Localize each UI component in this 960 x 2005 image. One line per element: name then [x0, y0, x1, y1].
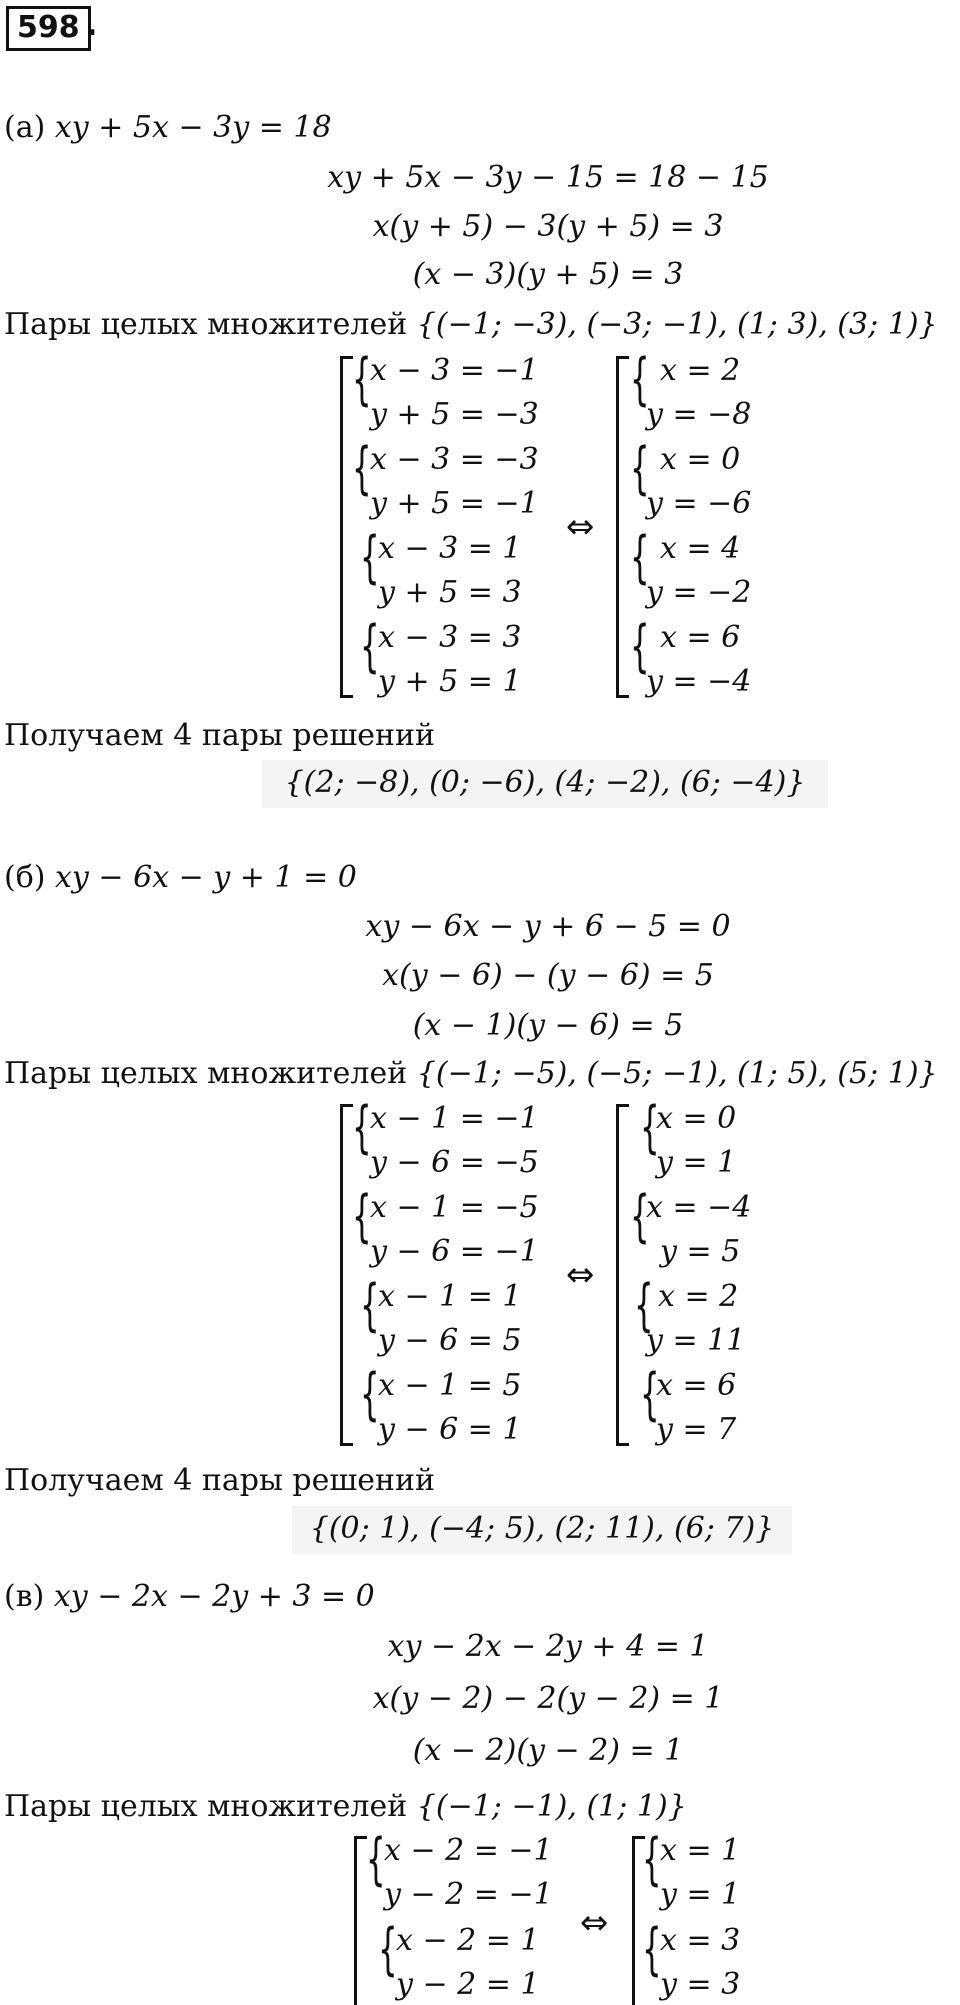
part-b-right-brace-3: {	[634, 1273, 654, 1338]
part-c-pairs-set: {(−1; −1), (1; 1)}	[416, 1789, 687, 1824]
part-a-left-brace-3: {	[360, 525, 380, 590]
part-c-right-brace-1: {	[642, 1827, 662, 1892]
part-a-right-sys2-eq2: y = −6	[646, 486, 752, 521]
part-c-right-sys1-eq2: y = 1	[660, 1877, 741, 1912]
part-b-right-brace-1: {	[640, 1095, 660, 1160]
part-c-pairs-label: Пары целых множителей	[4, 1789, 417, 1824]
part-a-right-brace-2: {	[630, 436, 650, 501]
part-b-left-sys1-eq2: y − 6 = −5	[370, 1145, 539, 1180]
part-b-pairs-set: {(−1; −5), (−5; −1), (1; 5), (5; 1)}	[416, 1056, 938, 1091]
part-a-left-brace-4: {	[360, 614, 380, 679]
part-a-equivalence-symbol: ⇔	[566, 507, 595, 547]
part-c-left-brace-1: {	[366, 1827, 386, 1892]
part-a-right-sys4-eq1: x = 6	[660, 620, 741, 655]
problem-number	[6, 6, 91, 51]
part-b-left-brace-4: {	[360, 1362, 380, 1427]
part-c-label: (в)	[4, 1579, 54, 1614]
part-a-pairs-set: {(−1; −3), (−3; −1), (1; 3), (3; 1)}	[416, 307, 938, 342]
part-c-pairs	[4, 1789, 687, 1824]
part-b-right-sys4-eq2: y = 7	[656, 1412, 737, 1447]
problem-number-dot: .	[86, 8, 98, 43]
part-c-right-brace-2: {	[642, 1917, 662, 1982]
part-b-pairs	[4, 1056, 938, 1091]
part-b-left-sys4-eq2: y − 6 = 1	[378, 1412, 522, 1447]
part-b-right-sys3-eq2: y = 11	[646, 1323, 746, 1358]
part-c-step-1: xy − 2x − 2y + 4 = 1	[387, 1629, 709, 1664]
part-a-right-sys4-eq2: y = −4	[646, 664, 752, 699]
part-c-left-sys1-eq1: x − 2 = −1	[384, 1833, 553, 1868]
part-c-equation: xy − 2x − 2y + 3 = 0	[53, 1579, 375, 1614]
part-a-pairs-label: Пары целых множителей	[4, 307, 417, 342]
part-a-left-sys3-eq2: y + 5 = 3	[378, 575, 522, 610]
part-c-right-sys2-eq1: x = 3	[660, 1923, 741, 1958]
part-b-right-sys1-eq1: x = 0	[656, 1101, 737, 1136]
part-c-right-sys1-eq1: x = 1	[660, 1833, 741, 1868]
part-a-step-3: (x − 3)(y + 5) = 3	[412, 257, 684, 292]
part-b-result: {(0; 1), (−4; 5), (2; 11), (6; 7)}	[309, 1511, 775, 1546]
part-c-left-sys2-eq2: y − 2 = 1	[396, 1967, 540, 2002]
part-a-result: {(2; −8), (0; −6), (4; −2), (6; −4)}	[284, 765, 806, 800]
part-a-right-sys2-eq1: x = 0	[660, 442, 741, 477]
part-b-left-sys3-eq1: x − 1 = 1	[378, 1279, 522, 1314]
part-a-result-label: Получаем 4 пары решений	[4, 718, 435, 753]
part-b-left-brace-3: {	[360, 1273, 380, 1338]
part-a-left-sys2-eq1: x − 3 = −3	[370, 442, 539, 477]
part-b-equivalence-symbol: ⇔	[566, 1255, 595, 1295]
part-a-left-sys1-eq1: x − 3 = −1	[370, 353, 539, 388]
problem-number-text: 598	[17, 10, 80, 45]
part-b-heading	[4, 860, 357, 895]
part-c-heading	[4, 1579, 375, 1614]
part-a-left-sys3-eq1: x − 3 = 1	[378, 531, 522, 566]
part-a-right-bracket	[616, 356, 629, 698]
part-a-equation: xy + 5x − 3y = 18	[54, 110, 332, 145]
part-a-left-brace-2: {	[352, 436, 372, 501]
part-b-step-1: xy − 6x − y + 6 − 5 = 0	[365, 909, 731, 944]
part-c-right-sys2-eq2: y = 3	[660, 1967, 741, 2002]
part-c-step-2: x(y − 2) − 2(y − 2) = 1	[372, 1681, 724, 1716]
part-b-pairs-label: Пары целых множителей	[4, 1056, 417, 1091]
part-a-left-sys2-eq2: y + 5 = −1	[370, 486, 539, 521]
part-a-left-sys4-eq1: x − 3 = 3	[378, 620, 522, 655]
part-b-result-label: Получаем 4 пары решений	[4, 1463, 435, 1498]
part-a-right-brace-1: {	[630, 347, 650, 412]
part-b-left-sys2-eq1: x − 1 = −5	[370, 1190, 539, 1225]
part-b-left-sys3-eq2: y − 6 = 5	[378, 1323, 522, 1358]
part-c-left-brace-2: {	[378, 1917, 398, 1982]
part-a-label: (а)	[4, 110, 55, 145]
part-a-right-sys1-eq2: y = −8	[646, 397, 752, 432]
part-a-left-sys1-eq2: y + 5 = −3	[370, 397, 539, 432]
part-b-left-sys2-eq2: y − 6 = −1	[370, 1234, 539, 1269]
part-a-right-brace-4: {	[630, 614, 650, 679]
part-b-right-sys3-eq1: x = 2	[658, 1279, 739, 1314]
part-b-left-sys4-eq1: x − 1 = 5	[378, 1368, 522, 1403]
part-b-right-sys4-eq1: x = 6	[656, 1368, 737, 1403]
part-a-heading	[4, 110, 332, 145]
part-a-right-sys1-eq1: x = 2	[660, 353, 741, 388]
part-c-left-sys1-eq2: y − 2 = −1	[384, 1877, 553, 1912]
part-b-step-3: (x − 1)(y − 6) = 5	[412, 1008, 684, 1043]
part-b-right-sys2-eq2: y = 5	[660, 1234, 741, 1269]
part-c-left-sys2-eq1: x − 2 = 1	[396, 1923, 540, 1958]
part-c-equivalence-symbol: ⇔	[580, 1903, 609, 1943]
part-b-right-sys1-eq2: y = 1	[656, 1145, 737, 1180]
part-b-right-brace-4: {	[640, 1362, 660, 1427]
part-a-step-1: xy + 5x − 3y − 15 = 18 − 15	[327, 160, 769, 195]
part-a-step-2: x(y + 5) − 3(y + 5) = 3	[372, 209, 724, 244]
part-b-left-sys1-eq1: x − 1 = −1	[370, 1101, 539, 1136]
part-b-right-brace-2: {	[630, 1184, 650, 1249]
part-a-left-sys4-eq2: y + 5 = 1	[378, 664, 522, 699]
part-a-right-sys3-eq2: y = −2	[646, 575, 752, 610]
part-a-left-brace-1: {	[352, 347, 372, 412]
part-b-equation: xy − 6x − y + 1 = 0	[55, 860, 357, 895]
part-a-pairs	[4, 307, 938, 342]
part-b-step-2: x(y − 6) − (y − 6) = 5	[382, 958, 714, 993]
part-b-right-bracket	[616, 1104, 629, 1446]
part-c-step-3: (x − 2)(y − 2) = 1	[412, 1733, 684, 1768]
part-a-right-brace-3: {	[630, 525, 650, 590]
part-b-right-sys2-eq1: x = −4	[646, 1190, 752, 1225]
part-b-label: (б)	[4, 860, 56, 895]
part-b-left-brace-1: {	[352, 1095, 372, 1160]
part-b-left-brace-2: {	[352, 1184, 372, 1249]
part-a-right-sys3-eq1: x = 4	[660, 531, 741, 566]
